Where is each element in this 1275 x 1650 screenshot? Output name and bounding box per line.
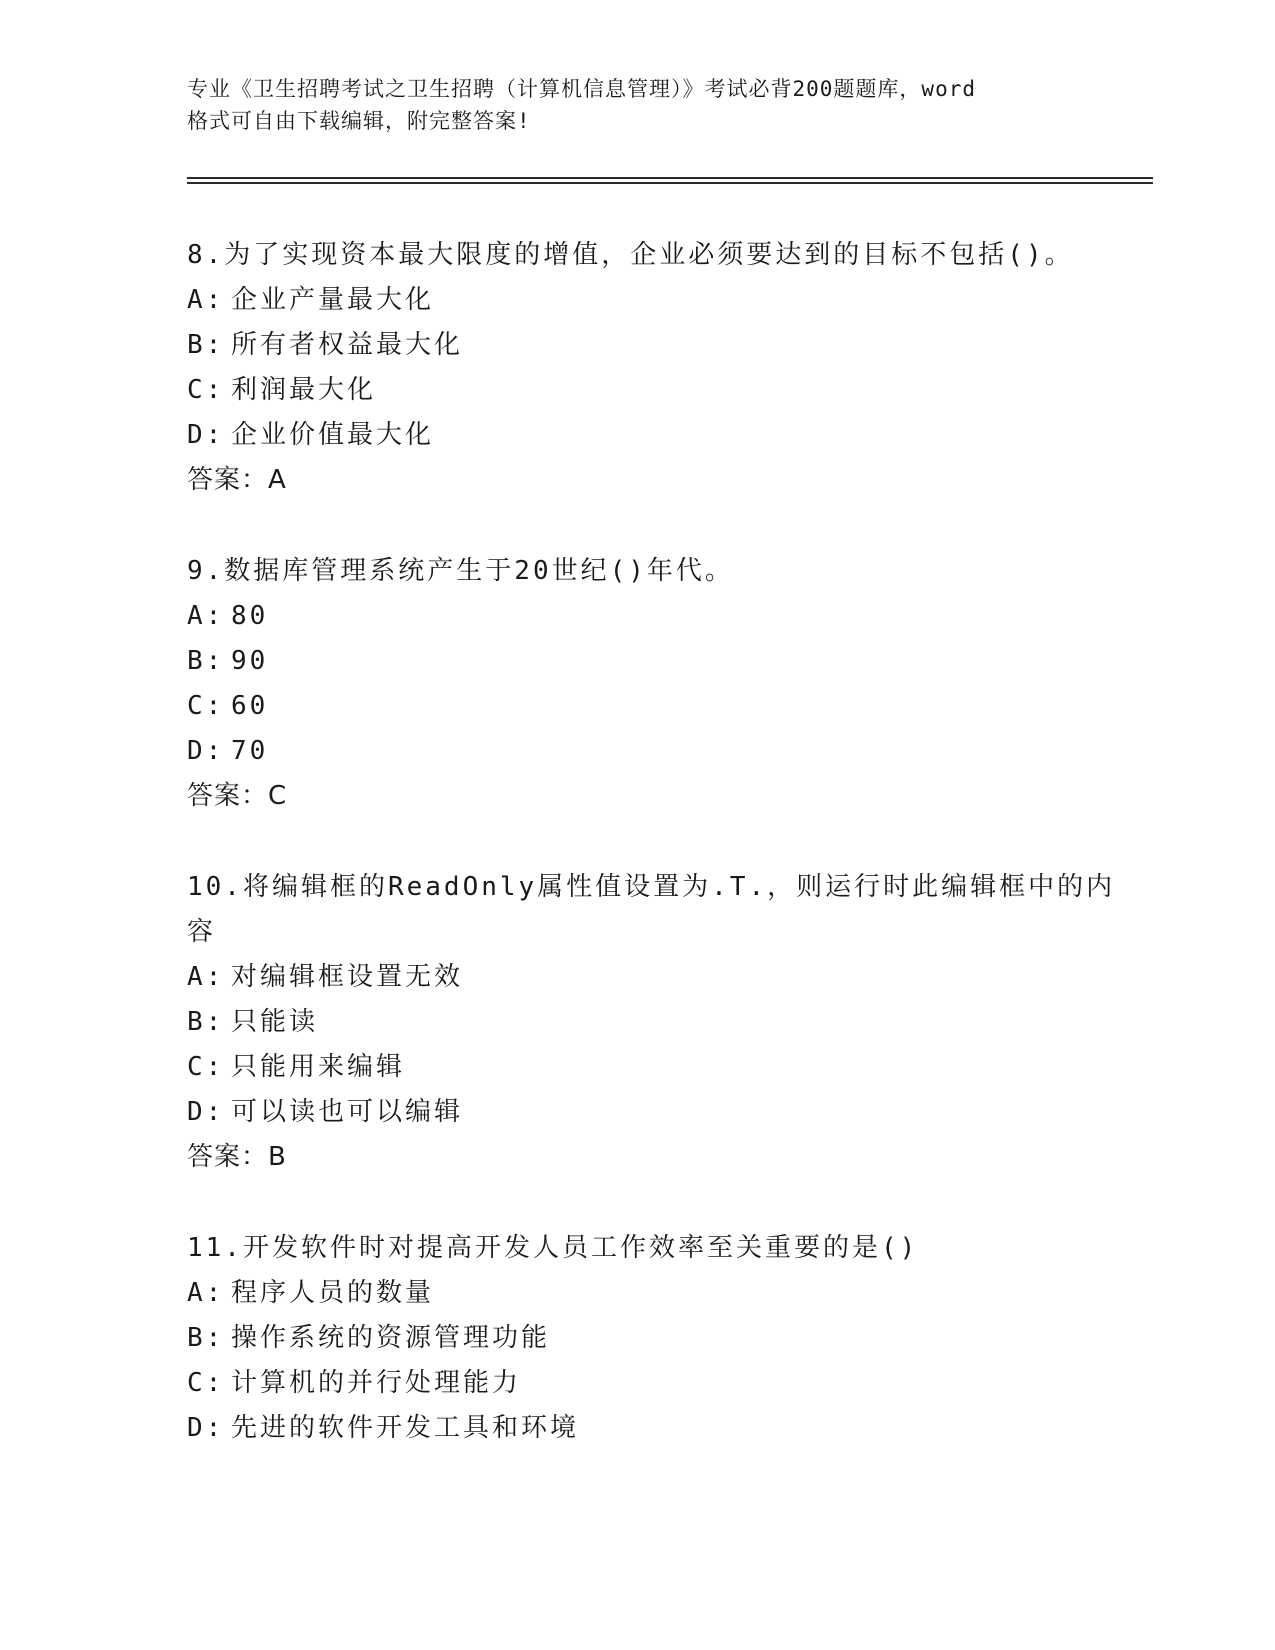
option-a bbox=[187, 1271, 1127, 1316]
header-line-2: 格式可自由下载编辑，附完整答案! bbox=[187, 109, 531, 133]
header-divider-top bbox=[187, 177, 1153, 179]
option-c bbox=[187, 1045, 1127, 1090]
option-text: 企业价值最大化 bbox=[231, 420, 435, 450]
option-c bbox=[187, 368, 1127, 413]
question-list bbox=[187, 233, 1127, 1497]
header-line-1: 专业《卫生招聘考试之卫生招聘（计算机信息管理）》考试必背200题题库，word bbox=[187, 77, 976, 101]
document-header bbox=[187, 73, 1087, 137]
option-text: 70 bbox=[231, 736, 269, 766]
option-c bbox=[187, 1361, 1127, 1406]
option-b bbox=[187, 639, 1127, 684]
option-key: B: bbox=[187, 330, 225, 360]
option-key: B: bbox=[187, 1323, 225, 1353]
option-text: 利润最大化 bbox=[231, 375, 377, 405]
question-text-line-2: 容 bbox=[187, 917, 217, 947]
option-key: C: bbox=[187, 1052, 225, 1082]
option-text: 企业产量最大化 bbox=[231, 285, 435, 315]
option-text: 对编辑框设置无效 bbox=[231, 962, 464, 992]
option-d bbox=[187, 1406, 1127, 1451]
option-key: A: bbox=[187, 1278, 225, 1308]
option-key: B: bbox=[187, 1007, 225, 1037]
option-a bbox=[187, 955, 1127, 1000]
option-text: 只能用来编辑 bbox=[231, 1052, 406, 1082]
question-text: 11.开发软件时对提高开发人员工作效率至关重要的是() bbox=[187, 1233, 919, 1263]
option-a bbox=[187, 594, 1127, 639]
question-11 bbox=[187, 1226, 1127, 1451]
question-9 bbox=[187, 549, 1127, 819]
option-b bbox=[187, 1316, 1127, 1361]
option-text: 80 bbox=[231, 601, 269, 631]
option-key: D: bbox=[187, 420, 225, 450]
option-key: A: bbox=[187, 601, 225, 631]
option-b bbox=[187, 1000, 1127, 1045]
option-text: 只能读 bbox=[231, 1007, 319, 1037]
option-key: A: bbox=[187, 962, 225, 992]
option-d bbox=[187, 1090, 1127, 1135]
option-key: D: bbox=[187, 736, 225, 766]
option-d bbox=[187, 413, 1127, 458]
question-text: 9.数据库管理系统产生于20世纪()年代。 bbox=[187, 556, 734, 586]
option-a bbox=[187, 278, 1127, 323]
question-8 bbox=[187, 233, 1127, 503]
option-text: 计算机的并行处理能力 bbox=[231, 1368, 522, 1398]
question-text-line-1: 10.将编辑框的ReadOnly属性值设置为.T.，则运行时此编辑框中的内 bbox=[187, 872, 1116, 902]
question-10 bbox=[187, 865, 1127, 1180]
option-key: B: bbox=[187, 646, 225, 676]
answer-line: 答案：C bbox=[187, 781, 288, 811]
answer-line: 答案：A bbox=[187, 465, 287, 495]
question-text: 8.为了实现资本最大限度的增值，企业必须要达到的目标不包括()。 bbox=[187, 240, 1074, 270]
option-text: 先进的软件开发工具和环境 bbox=[231, 1413, 580, 1443]
option-text: 所有者权益最大化 bbox=[231, 330, 464, 360]
option-text: 操作系统的资源管理功能 bbox=[231, 1323, 551, 1353]
option-b bbox=[187, 323, 1127, 368]
option-d bbox=[187, 729, 1127, 774]
option-text: 可以读也可以编辑 bbox=[231, 1097, 464, 1127]
option-c bbox=[187, 684, 1127, 729]
option-key: C: bbox=[187, 375, 225, 405]
option-text: 60 bbox=[231, 691, 269, 721]
option-key: D: bbox=[187, 1413, 225, 1443]
option-text: 程序人员的数量 bbox=[231, 1278, 435, 1308]
header-divider-bottom bbox=[187, 182, 1153, 184]
answer-line: 答案：B bbox=[187, 1142, 287, 1172]
option-key: C: bbox=[187, 691, 225, 721]
option-key: A: bbox=[187, 285, 225, 315]
option-key: C: bbox=[187, 1368, 225, 1398]
option-key: D: bbox=[187, 1097, 225, 1127]
option-text: 90 bbox=[231, 646, 269, 676]
